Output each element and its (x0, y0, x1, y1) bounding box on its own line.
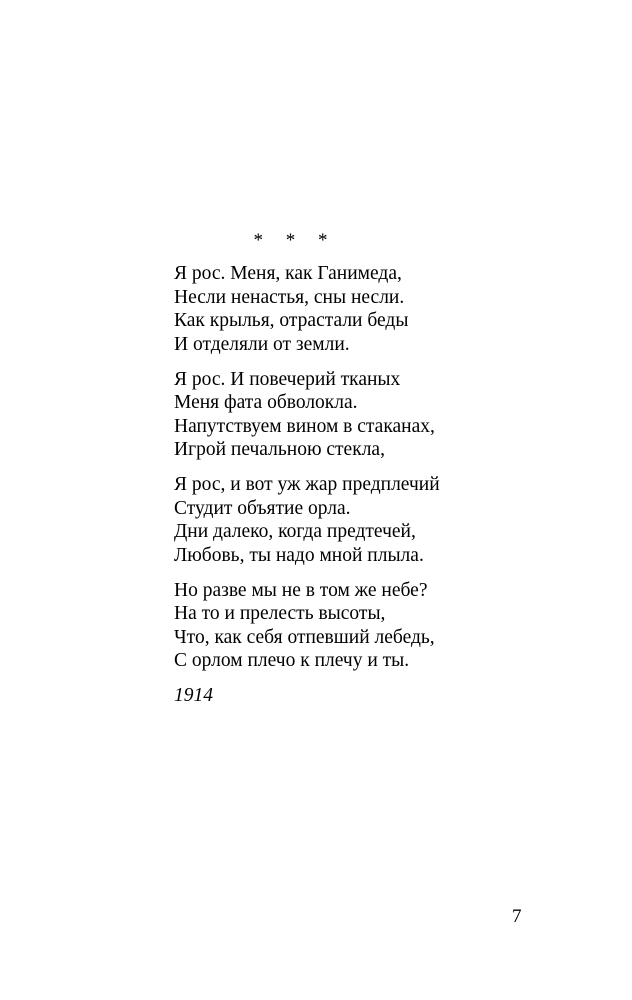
poem-line: Но разве мы не в том же небе? (174, 579, 428, 601)
stanza-separator: * * * (253, 230, 337, 251)
poem-line: Что, как себя отпевший лебедь, (174, 626, 435, 648)
poem-line: На то и прелесть высоты, (174, 603, 386, 624)
stanza-3 (174, 473, 574, 567)
page-number: 7 (512, 906, 522, 927)
poem-body (174, 262, 574, 708)
poem-line: И отделяли от земли. (174, 333, 350, 355)
poem-line: Несли ненастья, сны несли. (174, 286, 405, 308)
poem-line: Как крылья, отрастали беды (174, 310, 409, 331)
poem-line: Студит объятие орла. (174, 497, 351, 519)
stanza-2 (174, 368, 574, 462)
poem-line: Я рос. И повечерий тканых (174, 368, 401, 390)
poem-line: Я рос. Меня, как Ганимеда, (174, 263, 402, 284)
poem-line: Игрой печальною стекла, (174, 439, 385, 460)
poem-line: С орлом плечо к плечу и ты. (174, 650, 410, 671)
poem-date: 1914 (174, 685, 213, 706)
poem-line: Любовь, ты надо мной плыла. (174, 544, 424, 566)
poem-line: Напутствуем вином в стаканах, (174, 415, 435, 437)
poem-line: Меня фата обволокла. (174, 392, 358, 413)
poem-line: Я рос, и вот уж жар предплечий (174, 474, 440, 495)
poem-line: Дни далеко, когда предтечей, (174, 521, 416, 542)
stanza-4 (174, 579, 574, 673)
stanza-1 (174, 262, 574, 356)
